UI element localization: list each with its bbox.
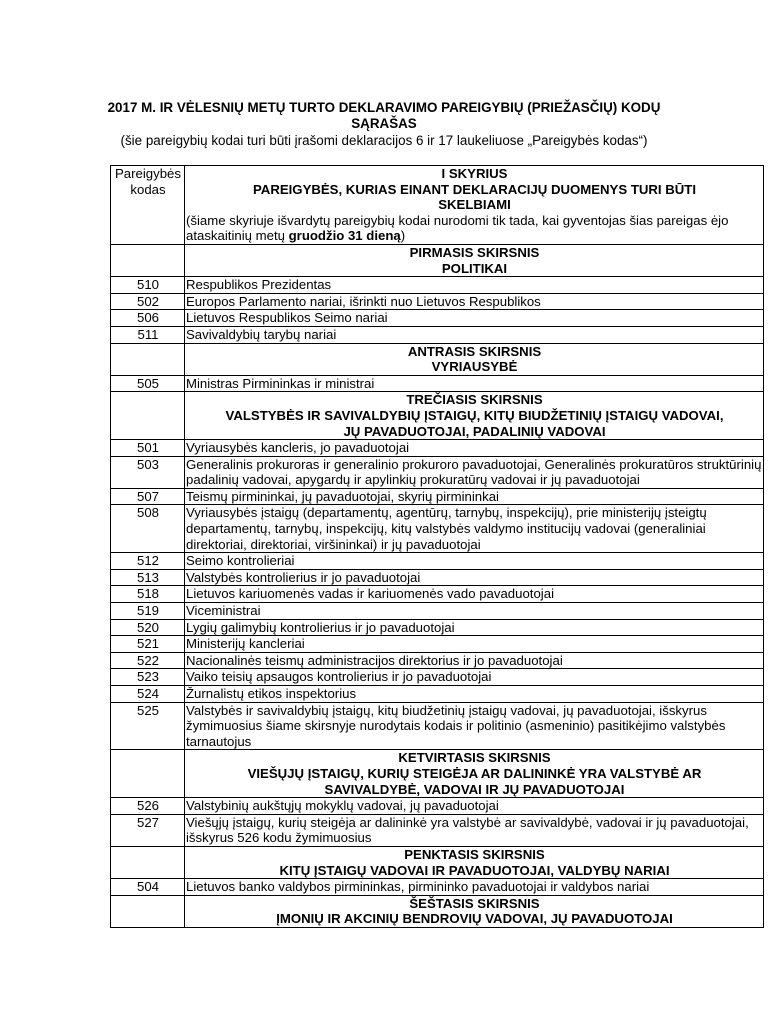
chapter-note <box>186 213 763 244</box>
position-code: 519 <box>111 603 185 620</box>
position-description: Respublikos Prezidentas <box>185 277 764 294</box>
position-description: Valstybės kontrolierius ir jo pavaduotojai <box>185 569 764 586</box>
table-row <box>111 456 764 488</box>
position-description: Ministerijų kancleriai <box>185 636 764 653</box>
section-header-row <box>111 895 764 927</box>
position-code: 511 <box>111 326 185 343</box>
codes-table-body <box>111 166 764 928</box>
section-title: KETVIRTASIS SKIRSNIS <box>398 750 551 766</box>
table-row <box>111 505 764 553</box>
position-description: Vaiko teisių apsaugos kontrolierius ir jo pavaduotojai <box>185 669 764 686</box>
table-row <box>111 569 764 586</box>
position-code: 518 <box>111 586 185 603</box>
column-header-line1: Pareigybės <box>115 166 181 181</box>
position-description: Lygių galimybių kontrolierius ir jo pavaduotojai <box>185 619 764 636</box>
section-header <box>185 392 764 440</box>
position-code: 523 <box>111 669 185 686</box>
table-row <box>111 440 764 457</box>
section-header-code-cell <box>111 392 185 440</box>
section-subtitle: ĮMONIŲ IR AKCINIŲ BENDROVIŲ VADOVAI, JŲ PAVADUOTOJAI <box>276 911 673 927</box>
position-description: Generalinis prokuroras ir generalinio prokuroro pavaduotojai, Generalinės prokuratūros struktūrinių padalinių vadovai, apygardų ir apylinkių prokuratūrų vadovai ir jų pavaduotojai <box>185 456 764 488</box>
position-description: Ministras Pirmininkas ir ministrai <box>185 375 764 392</box>
column-header-code <box>111 166 185 245</box>
position-code: 505 <box>111 375 185 392</box>
table-row <box>111 375 764 392</box>
table-row <box>111 326 764 343</box>
position-description: Lietuvos Respublikos Seimo nariai <box>185 310 764 327</box>
section-subtitle: VIEŠŲJŲ ĮSTAIGŲ, KURIŲ STEIGĖJA AR DALININKĖ YRA VALSTYBĖ AR <box>247 765 702 781</box>
section-title: TREČIASIS SKIRSNIS <box>406 392 543 408</box>
section-subtitle: POLITIKAI <box>441 260 508 276</box>
position-description: Savivaldybių tarybų nariai <box>185 326 764 343</box>
table-row <box>111 702 764 750</box>
chapter-note-end: ) <box>400 228 406 244</box>
section-title: ŠEŠTASIS SKIRSNIS <box>409 895 540 911</box>
position-description: Europos Parlamento nariai, išrinkti nuo Lietuvos Respublikos <box>185 293 764 310</box>
position-code: 512 <box>111 553 185 570</box>
section-header-code-cell <box>111 750 185 798</box>
table-row <box>111 277 764 294</box>
chapter-note-text: (šiame skyriuje išvardytų pareigybių kodai nurodomi tik tada, kai gyventojas šias pareigas ėjo ataskaitinių metų <box>186 212 729 244</box>
position-description: Lietuvos banko valdybos pirmininkas, pirmininko pavaduotojai ir valdybos nariai <box>185 879 764 896</box>
position-code: 501 <box>111 440 185 457</box>
section-header-code-cell <box>111 846 185 878</box>
chapter-line2: SKELBIAMI <box>438 197 511 213</box>
section-title: PENKTASIS SKIRSNIS <box>404 846 545 862</box>
section-subtitle: KITŲ ĮSTAIGŲ VADOVAI IR PAVADUOTOJAI, VALDYBŲ NARIAI <box>279 862 670 878</box>
table-row <box>111 814 764 846</box>
position-code: 507 <box>111 488 185 505</box>
position-code: 524 <box>111 686 185 703</box>
section-header-row <box>111 392 764 440</box>
table-row <box>111 603 764 620</box>
section-header <box>185 750 764 798</box>
table-row <box>111 798 764 815</box>
table-row <box>111 636 764 653</box>
section-header <box>185 846 764 878</box>
document-title-line2: SĄRAŠAS <box>351 116 417 131</box>
position-code: 510 <box>111 277 185 294</box>
section-subtitle: VALSTYBĖS IR SAVIVALDYBIŲ ĮSTAIGŲ, KITŲ BIUDŽETINIŲ ĮSTAIGŲ VADOVAI, <box>225 407 724 423</box>
document-subtitle: (šie pareigybių kodai turi būti įrašomi deklaracijos 6 ir 17 laukeliuose „Pareigybės kodas“) <box>120 133 648 148</box>
table-row <box>111 293 764 310</box>
position-description: Viceministrai <box>185 603 764 620</box>
section-header-code-cell <box>111 343 185 375</box>
codes-table <box>110 165 764 928</box>
chapter-header-row <box>111 166 764 245</box>
chapter-line1: PAREIGYBĖS, KURIAS EINANT DEKLARACIJŲ DUOMENYS TURI BŪTI <box>252 181 697 197</box>
section-header-row <box>111 244 764 276</box>
section-header <box>185 343 764 375</box>
position-code: 502 <box>111 293 185 310</box>
position-code: 527 <box>111 814 185 846</box>
section-header-row <box>111 846 764 878</box>
section-title: ANTRASIS SKIRSNIS <box>407 343 542 359</box>
chapter-title: I SKYRIUS <box>441 166 508 181</box>
section-header-code-cell <box>111 244 185 276</box>
document-title-line1: 2017 M. IR VĖLESNIŲ METŲ TURTO DEKLARAVIMO PAREIGYBIŲ (PRIEŽASČIŲ) KODŲ <box>107 100 661 115</box>
position-description: Lietuvos kariuomenės vadas ir kariuomenės vado pavaduotojai <box>185 586 764 603</box>
position-code: 508 <box>111 505 185 553</box>
section-header <box>185 895 764 927</box>
section-header-code-cell <box>111 895 185 927</box>
section-subtitle: SAVIVALDYBĖ, VADOVAI IR JŲ PAVADUOTOJAI <box>324 781 625 797</box>
position-description: Vyriausybės kancleris, jo pavaduotojai <box>185 440 764 457</box>
document-title <box>0 100 768 132</box>
position-code: 526 <box>111 798 185 815</box>
chapter-header <box>185 166 764 245</box>
section-header-row <box>111 343 764 375</box>
section-title: PIRMASIS SKIRSNIS <box>409 244 540 260</box>
table-row <box>111 652 764 669</box>
table-row <box>111 488 764 505</box>
table-row <box>111 553 764 570</box>
position-code: 503 <box>111 456 185 488</box>
position-description: Valstybinių aukštųjų mokyklų vadovai, jų pavaduotojai <box>185 798 764 815</box>
table-row <box>111 879 764 896</box>
position-description: Nacionalinės teismų administracijos direktorius ir jo pavaduotojai <box>185 652 764 669</box>
table-row <box>111 619 764 636</box>
position-code: 522 <box>111 652 185 669</box>
section-header <box>185 244 764 276</box>
position-code: 506 <box>111 310 185 327</box>
section-header-row <box>111 750 764 798</box>
position-code: 525 <box>111 702 185 750</box>
position-description: Valstybės ir savivaldybių įstaigų, kitų biudžetinių įstaigų vadovai, jų pavaduotojai, išskyrus žymimuosius šiame skirsnyje nurodytais kodais ir politinio (asmeninio) pasitikėjimo valstybės tarnautojus <box>185 702 764 750</box>
table-row <box>111 686 764 703</box>
section-subtitle: VYRIAUSYBĖ <box>431 359 518 375</box>
table-row <box>111 310 764 327</box>
position-description: Teismų pirmininkai, jų pavaduotojai, skyrių pirmininkai <box>185 488 764 505</box>
position-description: Viešųjų įstaigų, kurių steigėja ar dalininkė yra valstybė ar savivaldybė, vadovai ir jų pavaduotojai, išskyrus 526 kodu žymimuosius <box>185 814 764 846</box>
position-code: 520 <box>111 619 185 636</box>
position-description: Žurnalistų etikos inspektorius <box>185 686 764 703</box>
position-description: Seimo kontrolieriai <box>185 553 764 570</box>
column-header-line2: kodas <box>130 181 166 197</box>
position-code: 513 <box>111 569 185 586</box>
chapter-note-date: gruodžio 31 dieną <box>288 228 401 244</box>
table-row <box>111 669 764 686</box>
position-code: 504 <box>111 879 185 896</box>
position-code: 521 <box>111 636 185 653</box>
position-description: Vyriausybės įstaigų (departamentų, agentūrų, tarnybų, inspekcijų), prie ministerijų įsteigtų departamentų, tarnybų, inspekcijų, kitų valstybės valdymo institucijų vadovai (generaliniai direktoriai, direktoriai, viršininkai) ir jų pavaduotojai <box>185 505 764 553</box>
section-subtitle: JŲ PAVADUOTOJAI, PADALINIŲ VADOVAI <box>343 423 606 439</box>
table-row <box>111 586 764 603</box>
